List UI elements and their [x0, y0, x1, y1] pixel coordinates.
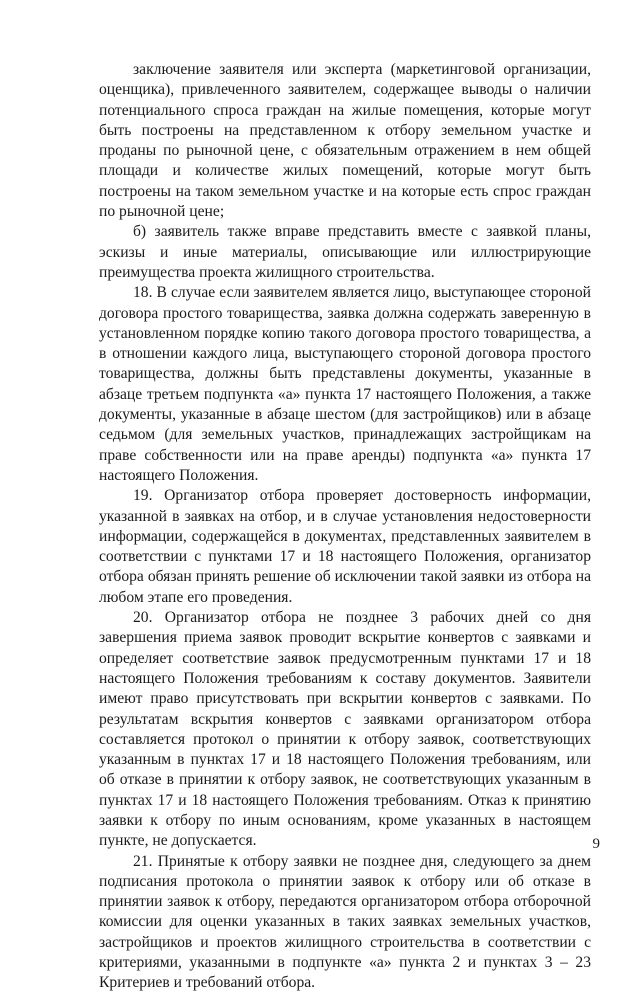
paragraph-20: 20. Организатор отбора не позднее 3 рабочих дней со дня завершения приема заявок проводит вскрытие конвертов с заявками и определяет соответствие заявок предусмотренным пунктами 17 и 18 настоящего Положения требованиям к составу документов. Заявители имеют право присутствовать при вскрытии конвертов с заявками. По результатам вскрытия конвертов с заявками организатором отбора составляется протокол о принятии к отбору заявок, соответствующих указанным в пунктах 17 и 18 настоящего Положения требованиям, или об отказе в принятии к отбору заявок, не соответствующих указанным в пунктах 17 и 18 настоящего Положения требованиям. Отказ к принятию заявки к отбору по иным основаниям, кроме указанных в настоящем пункте, не допускается.: [99, 609, 591, 850]
page-number: 9: [592, 836, 600, 852]
paragraph-b: б) заявитель также вправе представить вместе с заявкой планы, эскизы и иные материалы, описывающие или иллюстрирующие преимущества проекта жилищного строительства.: [99, 223, 591, 281]
document-body: [99, 60, 591, 994]
paragraph-conclusion: заключение заявителя или эксперта (маркетинговой организации, оценщика), привлеченного заявителем, содержащее выводы о наличии потенциального спроса граждан на жилые помещения, которые могут быть построены на представленном к отбору земельном участке и проданы по рыночной цене, с обязательным отражением в нем общей площади и количестве жилых помещений, которые могут быть построены на таком земельном участке и на которые есть спрос граждан по рыночной цене;: [99, 61, 591, 221]
paragraph-19: 19. Организатор отбора проверяет достоверность информации, указанной в заявках на отбор, и в случае установления недостоверности информации, содержащейся в документах, представленных заявителем в соответствии с пунктами 17 и 18 настоящего Положения, организатор отбора обязан принять решение об исключении такой заявки из отбора на любом этапе его проведения.: [99, 487, 591, 606]
paragraph-18: 18. В случае если заявителем является лицо, выступающее стороной договора простого товарищества, заявка должна содержать заверенную в установленном порядке копию такого договора простого товарищества, а в отношении каждого лица, выступающего стороной договора простого товарищества, должны быть представлены документы, указанные в абзаце третьем подпункта «а» пункта 17 настоящего Положения, а также документы, указанные в абзаце шестом (для застройщиков) или в абзаце седьмом (для земельных участков, принадлежащих застройщикам на праве собственности или на праве аренды) подпункта «а» пункта 17 настоящего Положения.: [99, 284, 591, 484]
paragraph-21: 21. Принятые к отбору заявки не позднее дня, следующего за днем подписания протокола о принятии заявок к отбору или об отказе в принятии заявок к отбору, передаются организатором отбора отборочной комиссии для оценки указанных в таких заявках земельных участков, застройщиков и проектов жилищного строительства в соответствии с критериями, указанными в подпункте «а» пункта 2 и пунктах 3 – 23 Критериев и требований отбора.: [99, 852, 591, 992]
